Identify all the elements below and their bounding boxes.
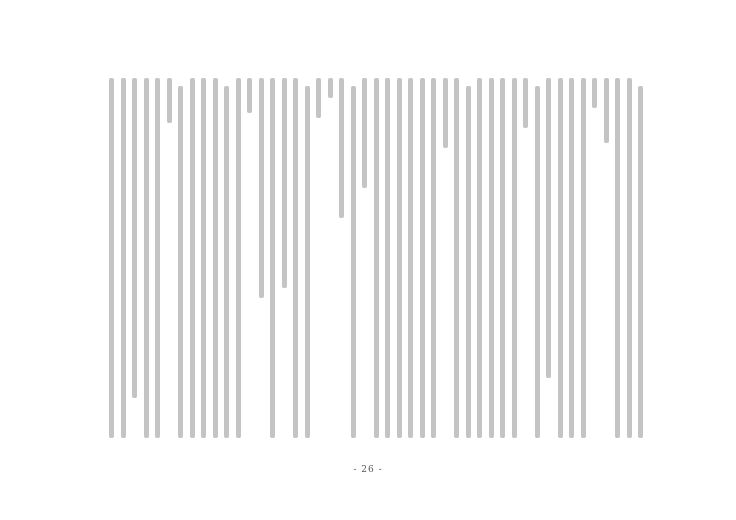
- text-column: [121, 78, 126, 438]
- text-column: [523, 78, 528, 128]
- text-column: [466, 86, 471, 438]
- text-column: [270, 78, 275, 438]
- text-column: [569, 78, 574, 438]
- text-column: [362, 78, 367, 188]
- text-column: [443, 78, 448, 148]
- text-column: [558, 78, 563, 438]
- text-column: [293, 78, 298, 438]
- text-column: [201, 78, 206, 438]
- text-column: [374, 78, 379, 438]
- text-column: [351, 86, 356, 438]
- text-column: [638, 86, 643, 438]
- text-column: [477, 78, 482, 438]
- text-column: [604, 78, 609, 143]
- text-column: [512, 78, 517, 438]
- text-column: [420, 78, 425, 438]
- page-number: - 26 -: [353, 465, 383, 475]
- text-column: [224, 86, 229, 438]
- text-column: [615, 78, 620, 438]
- text-column: [328, 78, 333, 98]
- text-column: [305, 86, 310, 438]
- text-column: [259, 78, 264, 298]
- text-column: [397, 78, 402, 438]
- text-column: [592, 78, 597, 108]
- text-column: [178, 86, 183, 438]
- text-column: [339, 78, 344, 218]
- text-column: [316, 78, 321, 118]
- text-column: [489, 78, 494, 438]
- text-column: [454, 78, 459, 438]
- text-column: [500, 78, 505, 438]
- text-column: [109, 78, 114, 438]
- text-column: [132, 78, 137, 398]
- text-column: [155, 78, 160, 438]
- text-column: [190, 78, 195, 438]
- text-column: [282, 78, 287, 288]
- text-column: [385, 78, 390, 438]
- text-column: [144, 78, 149, 438]
- text-column: [546, 78, 551, 378]
- text-column: [581, 78, 586, 438]
- text-column: [236, 78, 241, 438]
- text-column: [431, 78, 436, 438]
- text-column: [627, 78, 632, 438]
- text-column: [167, 78, 172, 123]
- text-column: [213, 78, 218, 438]
- text-column: [247, 78, 252, 113]
- text-column: [408, 78, 413, 438]
- text-column: [535, 86, 540, 438]
